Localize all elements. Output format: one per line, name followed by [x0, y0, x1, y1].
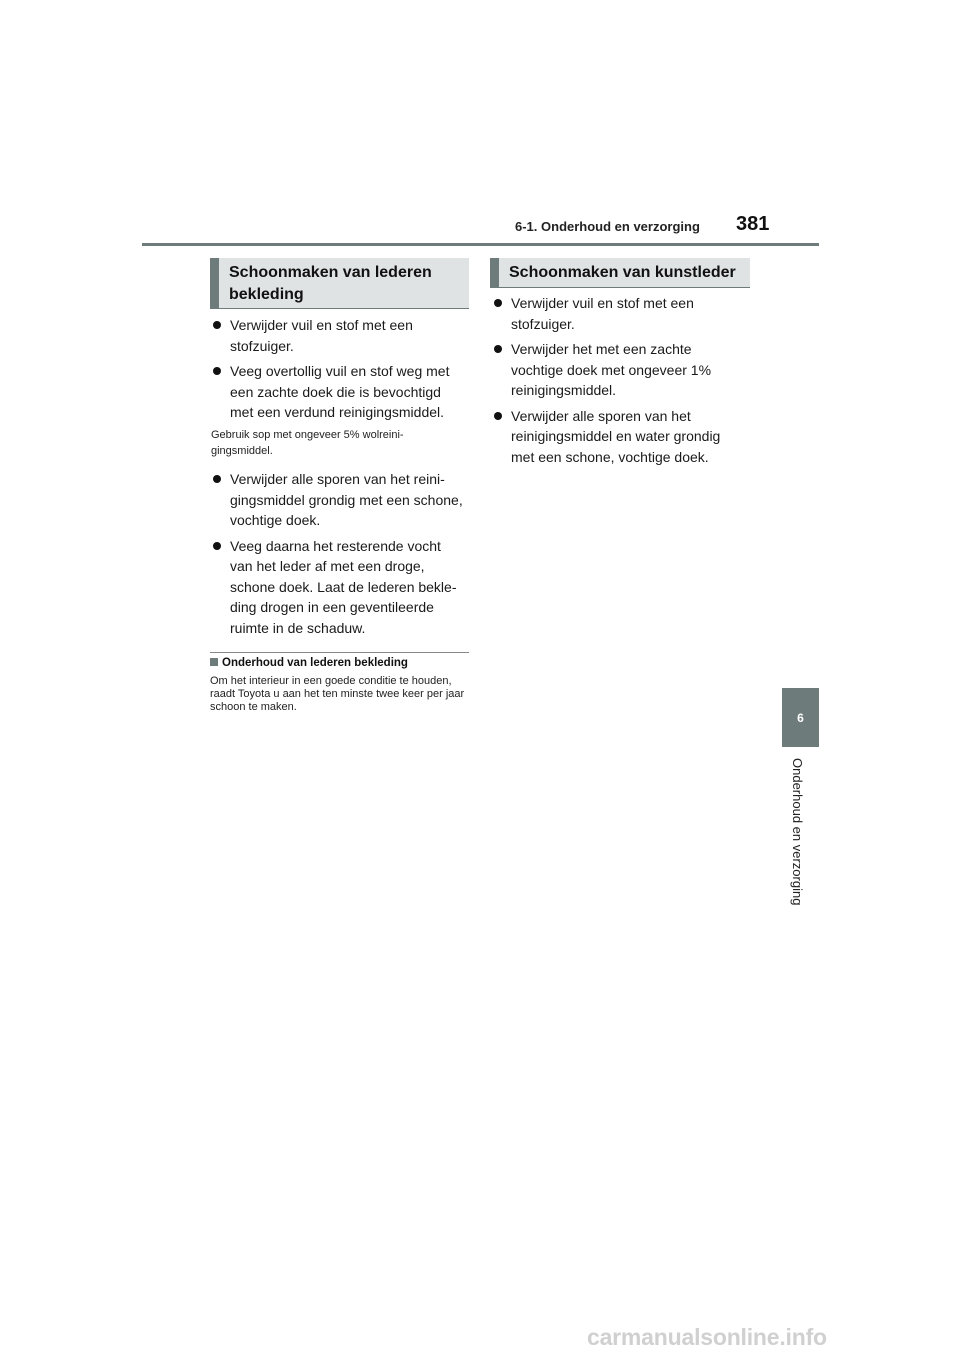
list-item: Veeg overtollig vuil en stof weg met een zachte doek die is bevochtigd met een verdund reinigingsmiddel.	[211, 361, 467, 423]
note-line-1: Gebruik sop met ongeveer 5% wolreini-	[211, 429, 404, 441]
header-divider	[142, 243, 819, 246]
list-item: Verwijder vuil en stof met een stofzuiger.	[211, 315, 467, 356]
chapter-number: 6	[797, 710, 804, 725]
note-line-2: gingsmiddel.	[211, 445, 273, 457]
artificial-leather-steps-list	[492, 293, 742, 472]
maintenance-subheading	[210, 657, 408, 669]
page-number: 381	[736, 213, 770, 235]
leather-heading-line-2: bekleding	[229, 286, 304, 303]
square-bullet-icon	[210, 658, 218, 666]
list-item: Verwijder vuil en stof met een stofzuiger.	[492, 293, 742, 334]
leather-steps-list-2	[211, 469, 467, 643]
list-item: Veeg daarna het resterende vocht van het leder af met een droge, schone doek. Laat de lederen bekle- ding drogen in een geventileerde ruimte in de schaduw.	[211, 536, 467, 639]
detergent-note	[211, 427, 467, 459]
leather-steps-list-1	[211, 315, 467, 428]
artificial-leather-heading: Schoonmaken van kunstleder	[490, 258, 750, 288]
chapter-label: Onderhoud en verzorging	[790, 758, 805, 906]
leather-heading-line-1: Schoonmaken van lederen	[229, 264, 432, 281]
section-title: 6-1. Onderhoud en verzorging	[515, 219, 700, 234]
leather-cleaning-heading	[210, 258, 469, 309]
list-item: Verwijder alle sporen van het reinigingsmiddel en water grondig met een schone, vochtige doek.	[492, 406, 742, 468]
section-divider	[210, 652, 469, 653]
subheading-text: Onderhoud van lederen bekleding	[222, 657, 408, 669]
chapter-tab[interactable]	[782, 688, 819, 747]
maintenance-text: Om het interieur in een goede conditie te houden, raadt Toyota u aan het ten minste twee keer per jaar schoon te maken.	[210, 675, 465, 713]
list-item: Verwijder alle sporen van het reini- gingsmiddel grondig met een schone, vochtige doek.	[211, 469, 467, 531]
watermark: carmanualsonline.info	[587, 1324, 827, 1350]
list-item: Verwijder het met een zachte vochtige doek met ongeveer 1% reinigingsmiddel.	[492, 339, 742, 401]
